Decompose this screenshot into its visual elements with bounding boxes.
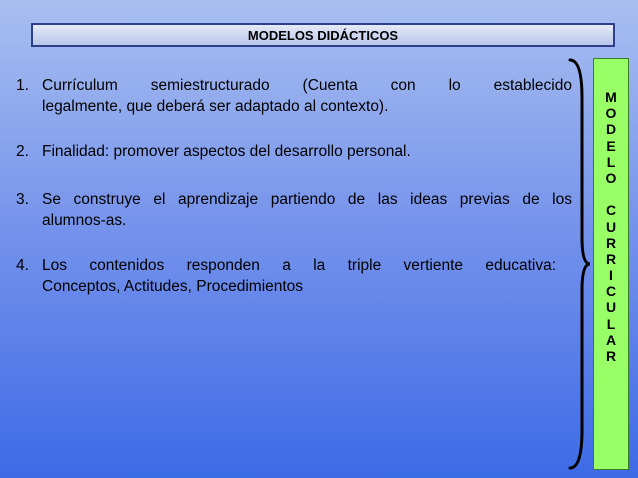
- side-label-letter: U: [605, 218, 617, 235]
- side-label-letter: L: [606, 315, 616, 332]
- slide-title: [31, 23, 615, 47]
- side-label-letter: C: [605, 202, 617, 219]
- list-item: [16, 255, 572, 297]
- list-item: [16, 75, 572, 117]
- side-label-letter: O: [605, 105, 617, 122]
- slide-title-text: MODELOS DIDÁCTICOS: [247, 27, 399, 43]
- item-text-line2: Conceptos, Actitudes, Procedimientos: [42, 278, 304, 295]
- item-number: 4.: [16, 257, 29, 274]
- item-text-line1: Currículum semiestructurado (Cuenta con lo establecido: [42, 77, 572, 94]
- item-number: 3.: [16, 191, 29, 208]
- items-list: [16, 75, 572, 321]
- side-label-letter: R: [605, 234, 617, 251]
- side-label-letter: L: [606, 153, 616, 170]
- item-text-line1: Finalidad: promover aspectos del desarrollo personal.: [42, 143, 411, 160]
- side-label-letter: D: [605, 121, 617, 138]
- curly-brace: [566, 58, 592, 470]
- side-label-letter: M: [605, 89, 617, 105]
- item-text-line2: legalmente, que deberá ser adaptado al contexto).: [42, 98, 389, 115]
- side-label-letter: I: [609, 267, 613, 284]
- item-text-line2: alumnos-as.: [42, 212, 127, 229]
- side-label-letter: O: [605, 169, 617, 186]
- list-item: [16, 141, 572, 162]
- item-number: 2.: [16, 143, 29, 160]
- list-item: [16, 189, 572, 231]
- side-label-letter: U: [605, 299, 617, 316]
- side-label-box: [593, 58, 629, 470]
- side-label-letter: R: [605, 250, 617, 267]
- item-text-line1: Los contenidos responden a la triple vertiente educativa:: [42, 257, 556, 274]
- side-label-letter: A: [605, 331, 617, 348]
- side-label-letter: E: [606, 137, 616, 154]
- side-label-letter: R: [605, 348, 617, 364]
- item-text-line1: Se construye el aprendizaje partiendo de las ideas previas de los: [42, 191, 572, 208]
- side-label-letter: C: [605, 283, 617, 300]
- item-number: 1.: [16, 77, 29, 94]
